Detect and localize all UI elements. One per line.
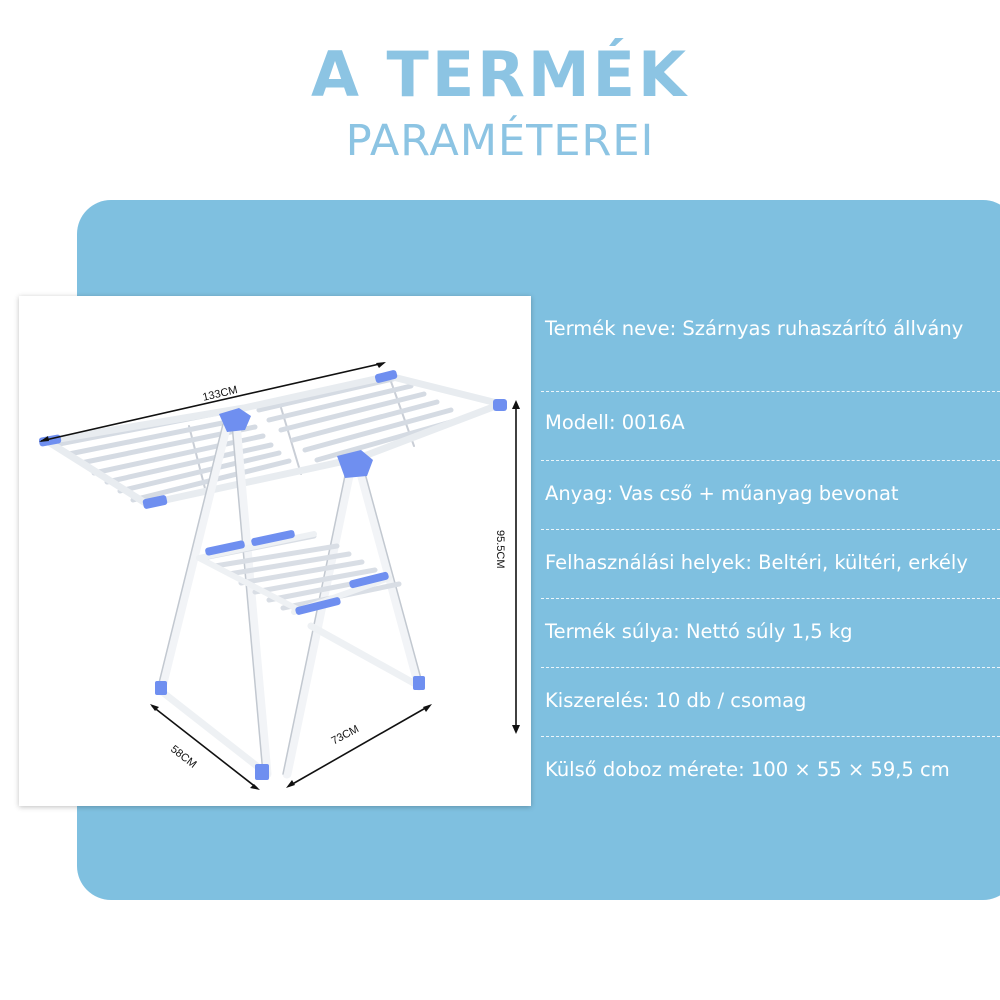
spec-list xyxy=(541,306,1000,797)
dim-width-label: 133CM xyxy=(201,384,239,404)
spec-item-name: Termék neve: Szárnyas ruhaszárító állvány xyxy=(541,306,1000,392)
spec-item-box-size: Külső doboz mérete: 100 × 55 × 59,5 cm xyxy=(545,758,950,781)
page-subtitle: PARAMÉTEREI xyxy=(345,116,655,166)
spec-item-package: Kiszerelés: 10 db / csomag xyxy=(541,668,1000,737)
dim-depth-label: 58CM xyxy=(168,743,199,771)
spec-item-model: Modell: 0016A xyxy=(541,392,1000,461)
spec-item-weight: Termék súlya: Nettó súly 1,5 kg xyxy=(541,599,1000,668)
dim-height-label: 95.5CM xyxy=(494,530,506,569)
drying-rack-illustration xyxy=(19,296,531,806)
dim-base-label: 73CM xyxy=(329,723,362,748)
product-image xyxy=(19,296,531,806)
page-title: A TERMÉK xyxy=(310,38,690,111)
spec-item-usage: Felhasználási helyek: Beltéri, kültéri, erkély xyxy=(541,530,1000,599)
spec-item-material: Anyag: Vas cső + műanyag bevonat xyxy=(541,461,1000,530)
